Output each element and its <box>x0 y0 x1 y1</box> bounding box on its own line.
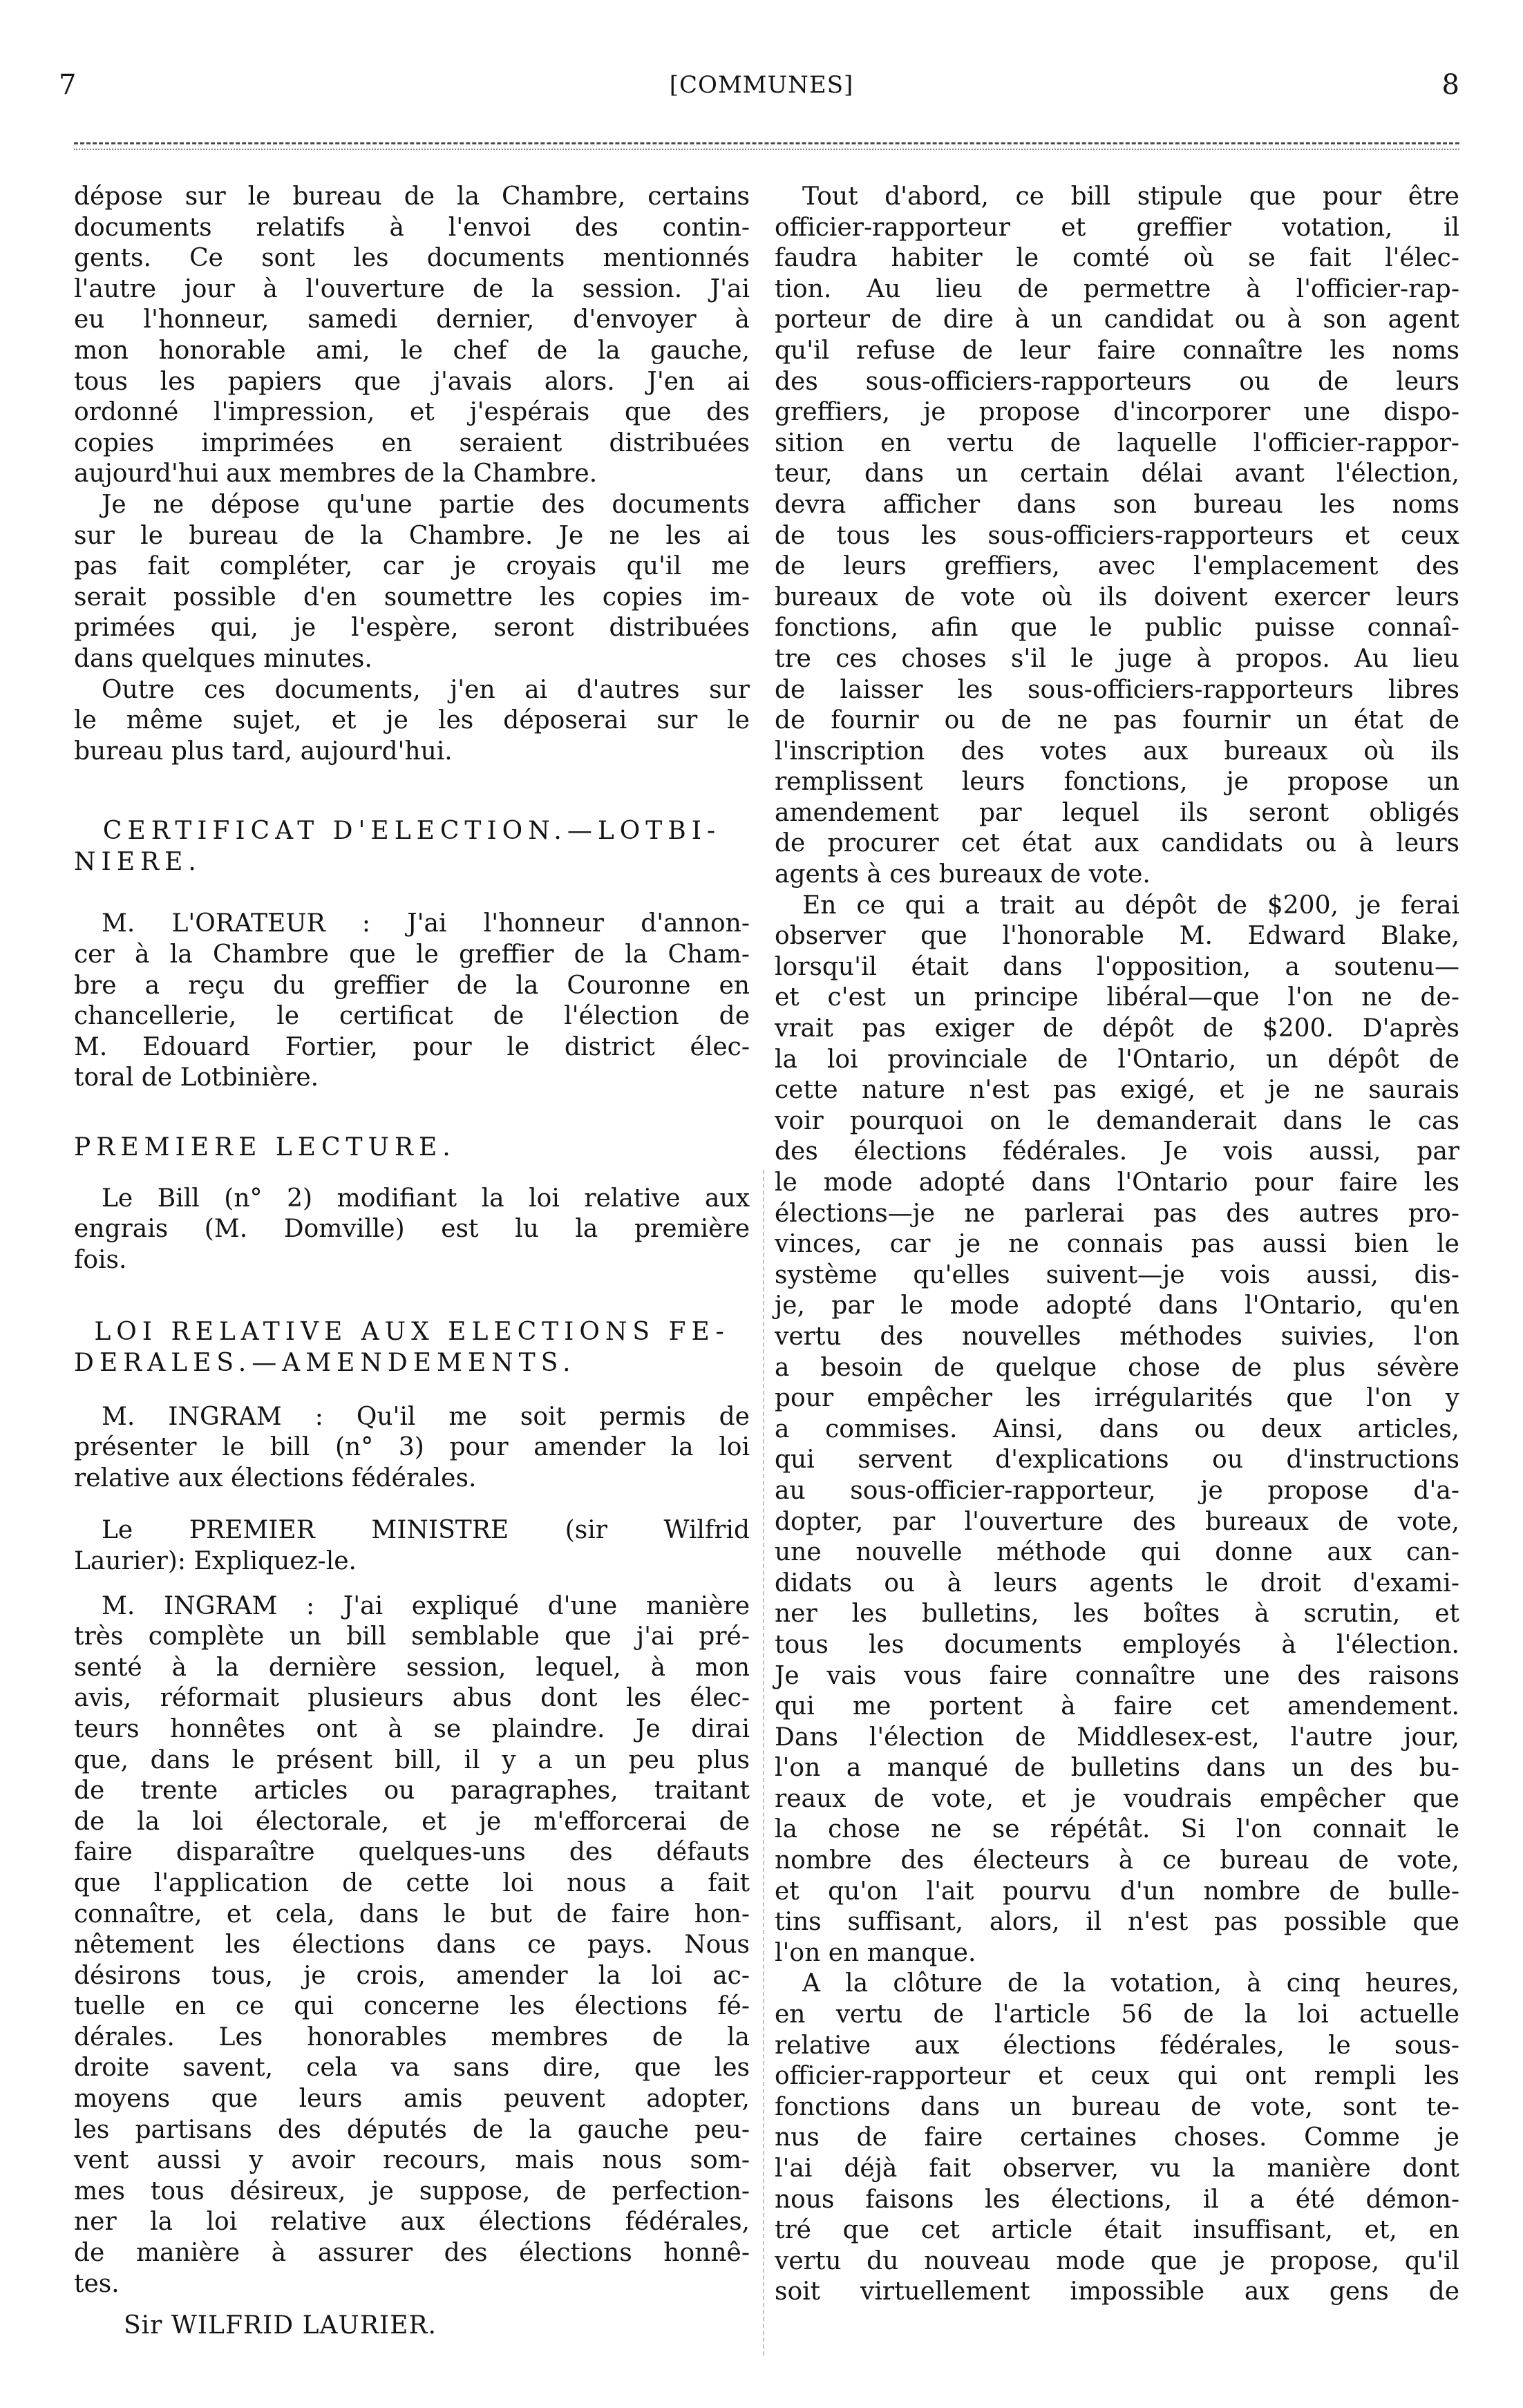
text-line: relative aux élections fédérales. <box>74 1463 477 1492</box>
text-line: vinces, car je ne connais pas aussi bien le <box>775 1230 1459 1259</box>
text-line: très complète un bill semblable que j'ai pré- <box>74 1622 750 1651</box>
text-line: cette nature n'est pas exigé, et je ne saurais <box>775 1076 1459 1105</box>
text-line: M. INGRAM : J'ai expliqué d'une manière <box>102 1591 750 1620</box>
text-line: faudra habiter le comté où se fait l'élec- <box>775 244 1459 273</box>
section-heading-premiere-lecture <box>74 1132 750 1164</box>
paragraph-depot <box>775 891 1459 1969</box>
text-line: tre ces choses s'il le juge à propos. Au lieu <box>775 644 1459 673</box>
text-line: une nouvelle méthode qui donne aux can- <box>775 1538 1459 1567</box>
text-line: engrais (M. Domville) est lu la première <box>74 1215 750 1244</box>
paragraph-orateur <box>74 909 750 1094</box>
text-line: CERTIFICAT D'ELECTION.—LOTBI- <box>102 817 721 846</box>
page-number-right: 8 <box>1441 69 1459 101</box>
text-line: a besoin de quelque chose de plus sévère <box>775 1353 1459 1382</box>
text-line: tuelle en ce qui concerne les élections fé- <box>74 1992 750 2021</box>
text-line: et qu'on l'ait pourvu d'un nombre de bulle- <box>775 1877 1459 1906</box>
text-line: l'inscription des votes aux bureaux où ils <box>775 737 1459 766</box>
text-line: mes tous désireux, je suppose, de perfection- <box>74 2177 750 2206</box>
column-divider <box>763 1170 764 2355</box>
text-line: documents relatifs à l'envoi des contin- <box>74 213 750 242</box>
text-line: élections—je ne parlerai pas des autres pro- <box>775 1199 1459 1228</box>
text-line: bureaux de vote où ils doivent exercer leurs <box>775 582 1459 612</box>
text-line: fois. <box>74 1245 127 1274</box>
text-line: bre a reçu du greffier de la Couronne en <box>74 971 750 1000</box>
paragraph-ingram-speech <box>74 1591 750 2300</box>
text-line: je, par le mode adopté dans l'Ontario, qu'en <box>775 1291 1459 1320</box>
text-line: qui servent d'explications ou d'instructions <box>775 1445 1459 1475</box>
text-line: devra afficher dans son bureau les noms <box>775 490 1459 519</box>
text-line: connaître, et cela, dans le but de faire hon- <box>74 1899 750 1928</box>
paragraph-cloture-votation <box>775 1969 1459 2308</box>
text-line: faire disparaître quelques-uns des défauts <box>74 1838 750 1867</box>
text-line: M. Edouard Fortier, pour le district élec- <box>74 1032 750 1061</box>
text-line: de trente articles ou paragraphes, traitant <box>74 1776 750 1805</box>
text-line: fonctions dans un bureau de vote, sont te- <box>775 2092 1459 2121</box>
text-line: et c'est un principe libéral—que l'on ne de- <box>775 983 1459 1012</box>
text-line: Tout d'abord, ce bill stipule que pour être <box>802 182 1459 211</box>
paragraph-documents-partial <box>74 490 750 675</box>
text-line: eu l'honneur, samedi dernier, d'envoyer à <box>74 305 750 334</box>
text-line: aujourd'hui aux membres de la Chambre. <box>74 459 598 489</box>
text-line: voir pourquoi on le demanderait dans le cas <box>775 1106 1459 1135</box>
text-line: vrait pas exiger de dépôt de $200. D'après <box>775 1014 1459 1043</box>
text-line: relative aux élections fédérales, le sous- <box>775 2031 1459 2060</box>
text-line: des élections fédérales. Je vois aussi, par <box>775 1137 1459 1166</box>
text-line: Outre ces documents, j'en ai d'autres sur <box>102 675 750 704</box>
text-line: amendement par lequel ils seront obligés <box>775 798 1459 827</box>
text-line: que l'application de cette loi nous a fait <box>74 1868 750 1897</box>
text-line: tous les papiers que j'avais alors. J'en ai <box>74 367 750 396</box>
text-line: ner la loi relative aux élections fédérales, <box>74 2208 750 2237</box>
text-line: didats ou à leurs agents le droit d'exami- <box>775 1568 1459 1598</box>
text-line: nus de faire certaines choses. Comme je <box>775 2123 1459 2152</box>
text-line: qui me portent à faire cet amendement. <box>775 1692 1459 1721</box>
text-line: pour empêcher les irrégularités que l'on y <box>775 1384 1459 1413</box>
text-line: pas fait compléter, car je croyais qu'il me <box>74 552 750 581</box>
text-line: le mode adopté dans l'Ontario pour faire les <box>775 1168 1459 1197</box>
text-line: porteur de dire à un candidat ou à son agent <box>775 305 1459 334</box>
text-line: Laurier): Expliquez-le. <box>74 1546 357 1575</box>
text-line: DERALES.—AMENDEMENTS. <box>74 1349 576 1377</box>
text-line: de tous les sous-officiers-rapporteurs et ceux <box>775 521 1459 550</box>
text-line: A la clôture de la votation, à cinq heures, <box>802 1969 1459 1998</box>
text-line: de leurs greffiers, avec l'emplacement des <box>775 552 1459 581</box>
text-line: sition en vertu de laquelle l'officier-rappor- <box>775 428 1459 457</box>
text-line: vertu des nouvelles méthodes suivies, l'on <box>775 1322 1459 1351</box>
text-line: lorsqu'il était dans l'opposition, a soutenu— <box>775 952 1459 981</box>
text-line: M. INGRAM : Qu'il me soit permis de <box>102 1402 750 1431</box>
text-line: fonctions, afin que le public puisse connaî- <box>775 614 1459 643</box>
text-line: LOI RELATIVE AUX ELECTIONS FE- <box>94 1318 730 1347</box>
text-line: présenter le bill (n° 3) pour amender la loi <box>74 1433 750 1462</box>
text-line: l'on en manque. <box>775 1938 976 1967</box>
text-line: observer que l'honorable M. Edward Blake, <box>775 922 1459 951</box>
paragraph-premier-ministre <box>74 1515 750 1577</box>
text-line: tous les documents employés à l'élection. <box>775 1630 1459 1659</box>
text-line: bureau plus tard, aujourd'hui. <box>74 737 453 766</box>
text-line: Dans l'élection de Middlesex-est, l'autre jour, <box>775 1723 1459 1752</box>
text-line: que, dans le présent bill, il y a un peu plus <box>74 1745 750 1774</box>
text-line: dans quelques minutes. <box>74 644 372 673</box>
text-line: senté à la dernière session, lequel, à mon <box>74 1653 750 1682</box>
text-line: mon honorable ami, le chef de la gauche, <box>74 336 750 365</box>
text-line: les partisans des députés de la gauche peu- <box>74 2115 750 2144</box>
text-line: ner les bulletins, les boîtes à scrutin, et <box>775 1600 1459 1629</box>
text-line: soit virtuellement impossible aux gens de <box>775 2277 1459 2306</box>
text-line: au sous-officier-rapporteur, je propose d'a- <box>775 1476 1459 1505</box>
text-line: de laisser les sous-officiers-rapporteurs libres <box>775 675 1459 704</box>
text-line: désirons tous, je crois, amender la loi ac- <box>74 1961 750 1990</box>
text-line: nêtement les élections dans ce pays. Nous <box>74 1931 750 1960</box>
text-line: de procurer cet état aux candidats ou à leurs <box>775 829 1459 858</box>
text-line: droite savent, cela va sans dire, que les <box>74 2054 750 2083</box>
text-line: agents à ces bureaux de vote. <box>775 860 1151 889</box>
paragraph-bill-2 <box>74 1184 750 1276</box>
text-line: toral de Lotbinière. <box>74 1063 319 1092</box>
text-line: l'on a manqué de bulletins dans un des bu- <box>775 1754 1459 1783</box>
header-rule <box>74 142 1459 150</box>
running-header <box>0 66 1523 104</box>
text-line: sur le bureau de la Chambre. Je ne les ai <box>74 521 750 550</box>
text-line: qu'il refuse de leur faire connaître les noms <box>775 336 1459 365</box>
text-line: tes. <box>74 2269 120 2298</box>
text-line: primées qui, je l'espère, seront distribuées <box>74 614 750 643</box>
text-line: Je vais vous faire connaître une des raisons <box>775 1661 1459 1690</box>
text-line: reaux de vote, et je voudrais empêcher que <box>775 1784 1459 1813</box>
paragraph-documents-continued <box>74 182 750 490</box>
text-line: dépose sur le bureau de la Chambre, certains <box>74 182 750 211</box>
text-line: de la loi électorale, et je m'efforcerai de <box>74 1807 750 1836</box>
text-line: vent aussi y avoir recours, mais nous som- <box>74 2146 750 2175</box>
text-line: Sir WILFRID LAURIER. <box>124 2311 437 2340</box>
right-column <box>775 182 1459 2308</box>
paragraph-documents-other <box>74 675 750 768</box>
text-line: la loi provinciale de l'Ontario, un dépôt de <box>775 1045 1459 1074</box>
text-line: gents. Ce sont les documents mentionnés <box>74 244 750 273</box>
text-line: tion. Au lieu de permettre à l'officier-rap- <box>775 274 1459 303</box>
text-line: tré que cet article était insuffisant, et, en <box>775 2216 1459 2245</box>
text-line: En ce qui a trait au dépôt de $200, je ferai <box>802 891 1459 920</box>
text-line: remplissent leurs fonctions, je propose un <box>775 768 1459 797</box>
text-line: en vertu de l'article 56 de la loi actuelle <box>775 2000 1459 2029</box>
text-line: teur, dans un certain délai avant l'élection, <box>775 459 1459 489</box>
text-line: moyens que leurs amis peuvent adopter, <box>74 2085 750 2114</box>
text-line: tins suffisant, alors, il n'est pas possible que <box>775 1908 1459 1937</box>
left-column <box>74 182 750 2342</box>
paragraph-ingram-motion <box>74 1402 750 1495</box>
text-line: copies imprimées en seraient distribuées <box>74 428 750 457</box>
text-line: greffiers, je propose d'incorporer une dispo- <box>775 398 1459 427</box>
text-line: officier-rapporteur et ceux qui ont rempli les <box>775 2062 1459 2091</box>
paragraph-officier-rapporteur <box>775 182 1459 891</box>
section-heading-loi-elections <box>74 1317 750 1378</box>
text-line: système qu'elles suivent—je vois aussi, dis- <box>775 1260 1459 1289</box>
text-line: Le PREMIER MINISTRE (sir Wilfrid <box>102 1516 750 1545</box>
text-line: des sous-officiers-rapporteurs ou de leurs <box>775 367 1459 396</box>
text-line: la chose ne se répétât. Si l'on connait le <box>775 1815 1459 1844</box>
text-line: de manière à assurer des élections honnê- <box>74 2239 750 2268</box>
text-line: NIERE. <box>74 847 202 876</box>
text-line: a commises. Ainsi, dans ou deux articles, <box>775 1414 1459 1443</box>
speaker-name-laurier <box>74 2311 750 2342</box>
text-line: Je ne dépose qu'une partie des documents <box>102 490 750 519</box>
text-line: ordonné l'impression, et j'espérais que des <box>74 398 750 427</box>
text-line: PREMIERE LECTURE. <box>74 1133 456 1162</box>
text-line: vertu du nouveau mode que je propose, qu'il <box>775 2246 1459 2275</box>
text-line: l'autre jour à l'ouverture de la session. J'ai <box>74 274 750 303</box>
text-line: teurs honnêtes ont à se plaindre. Je dirai <box>74 1714 750 1743</box>
text-line: dopter, par l'ouverture des bureaux de vote, <box>775 1507 1459 1536</box>
text-line: l'ai déjà fait observer, vu la manière dont <box>775 2154 1459 2183</box>
text-line: serait possible d'en soumettre les copies im- <box>74 582 750 612</box>
text-line: officier-rapporteur et greffier votation, il <box>775 213 1459 242</box>
text-line: nous faisons les élections, il a été démon- <box>775 2185 1459 2214</box>
text-line: dérales. Les honorables membres de la <box>74 2022 750 2051</box>
text-line: nombre des électeurs à ce bureau de vote, <box>775 1846 1459 1875</box>
text-line: cer à la Chambre que le greffier de la Cham- <box>74 940 750 969</box>
text-line: le même sujet, et je les déposerai sur le <box>74 706 750 735</box>
running-head-title: [COMMUNES] <box>669 71 854 99</box>
page-number-left: 7 <box>59 69 77 101</box>
text-line: avis, réformait plusieurs abus dont les élec- <box>74 1684 750 1713</box>
text-line: M. L'ORATEUR : J'ai l'honneur d'annon- <box>102 909 750 938</box>
section-heading-certificat <box>74 816 750 878</box>
text-line: Le Bill (n° 2) modifiant la loi relative aux <box>102 1184 750 1213</box>
text-line: chancellerie, le certificat de l'élection de <box>74 1002 750 1031</box>
text-line: de fournir ou de ne pas fournir un état de <box>775 706 1459 735</box>
